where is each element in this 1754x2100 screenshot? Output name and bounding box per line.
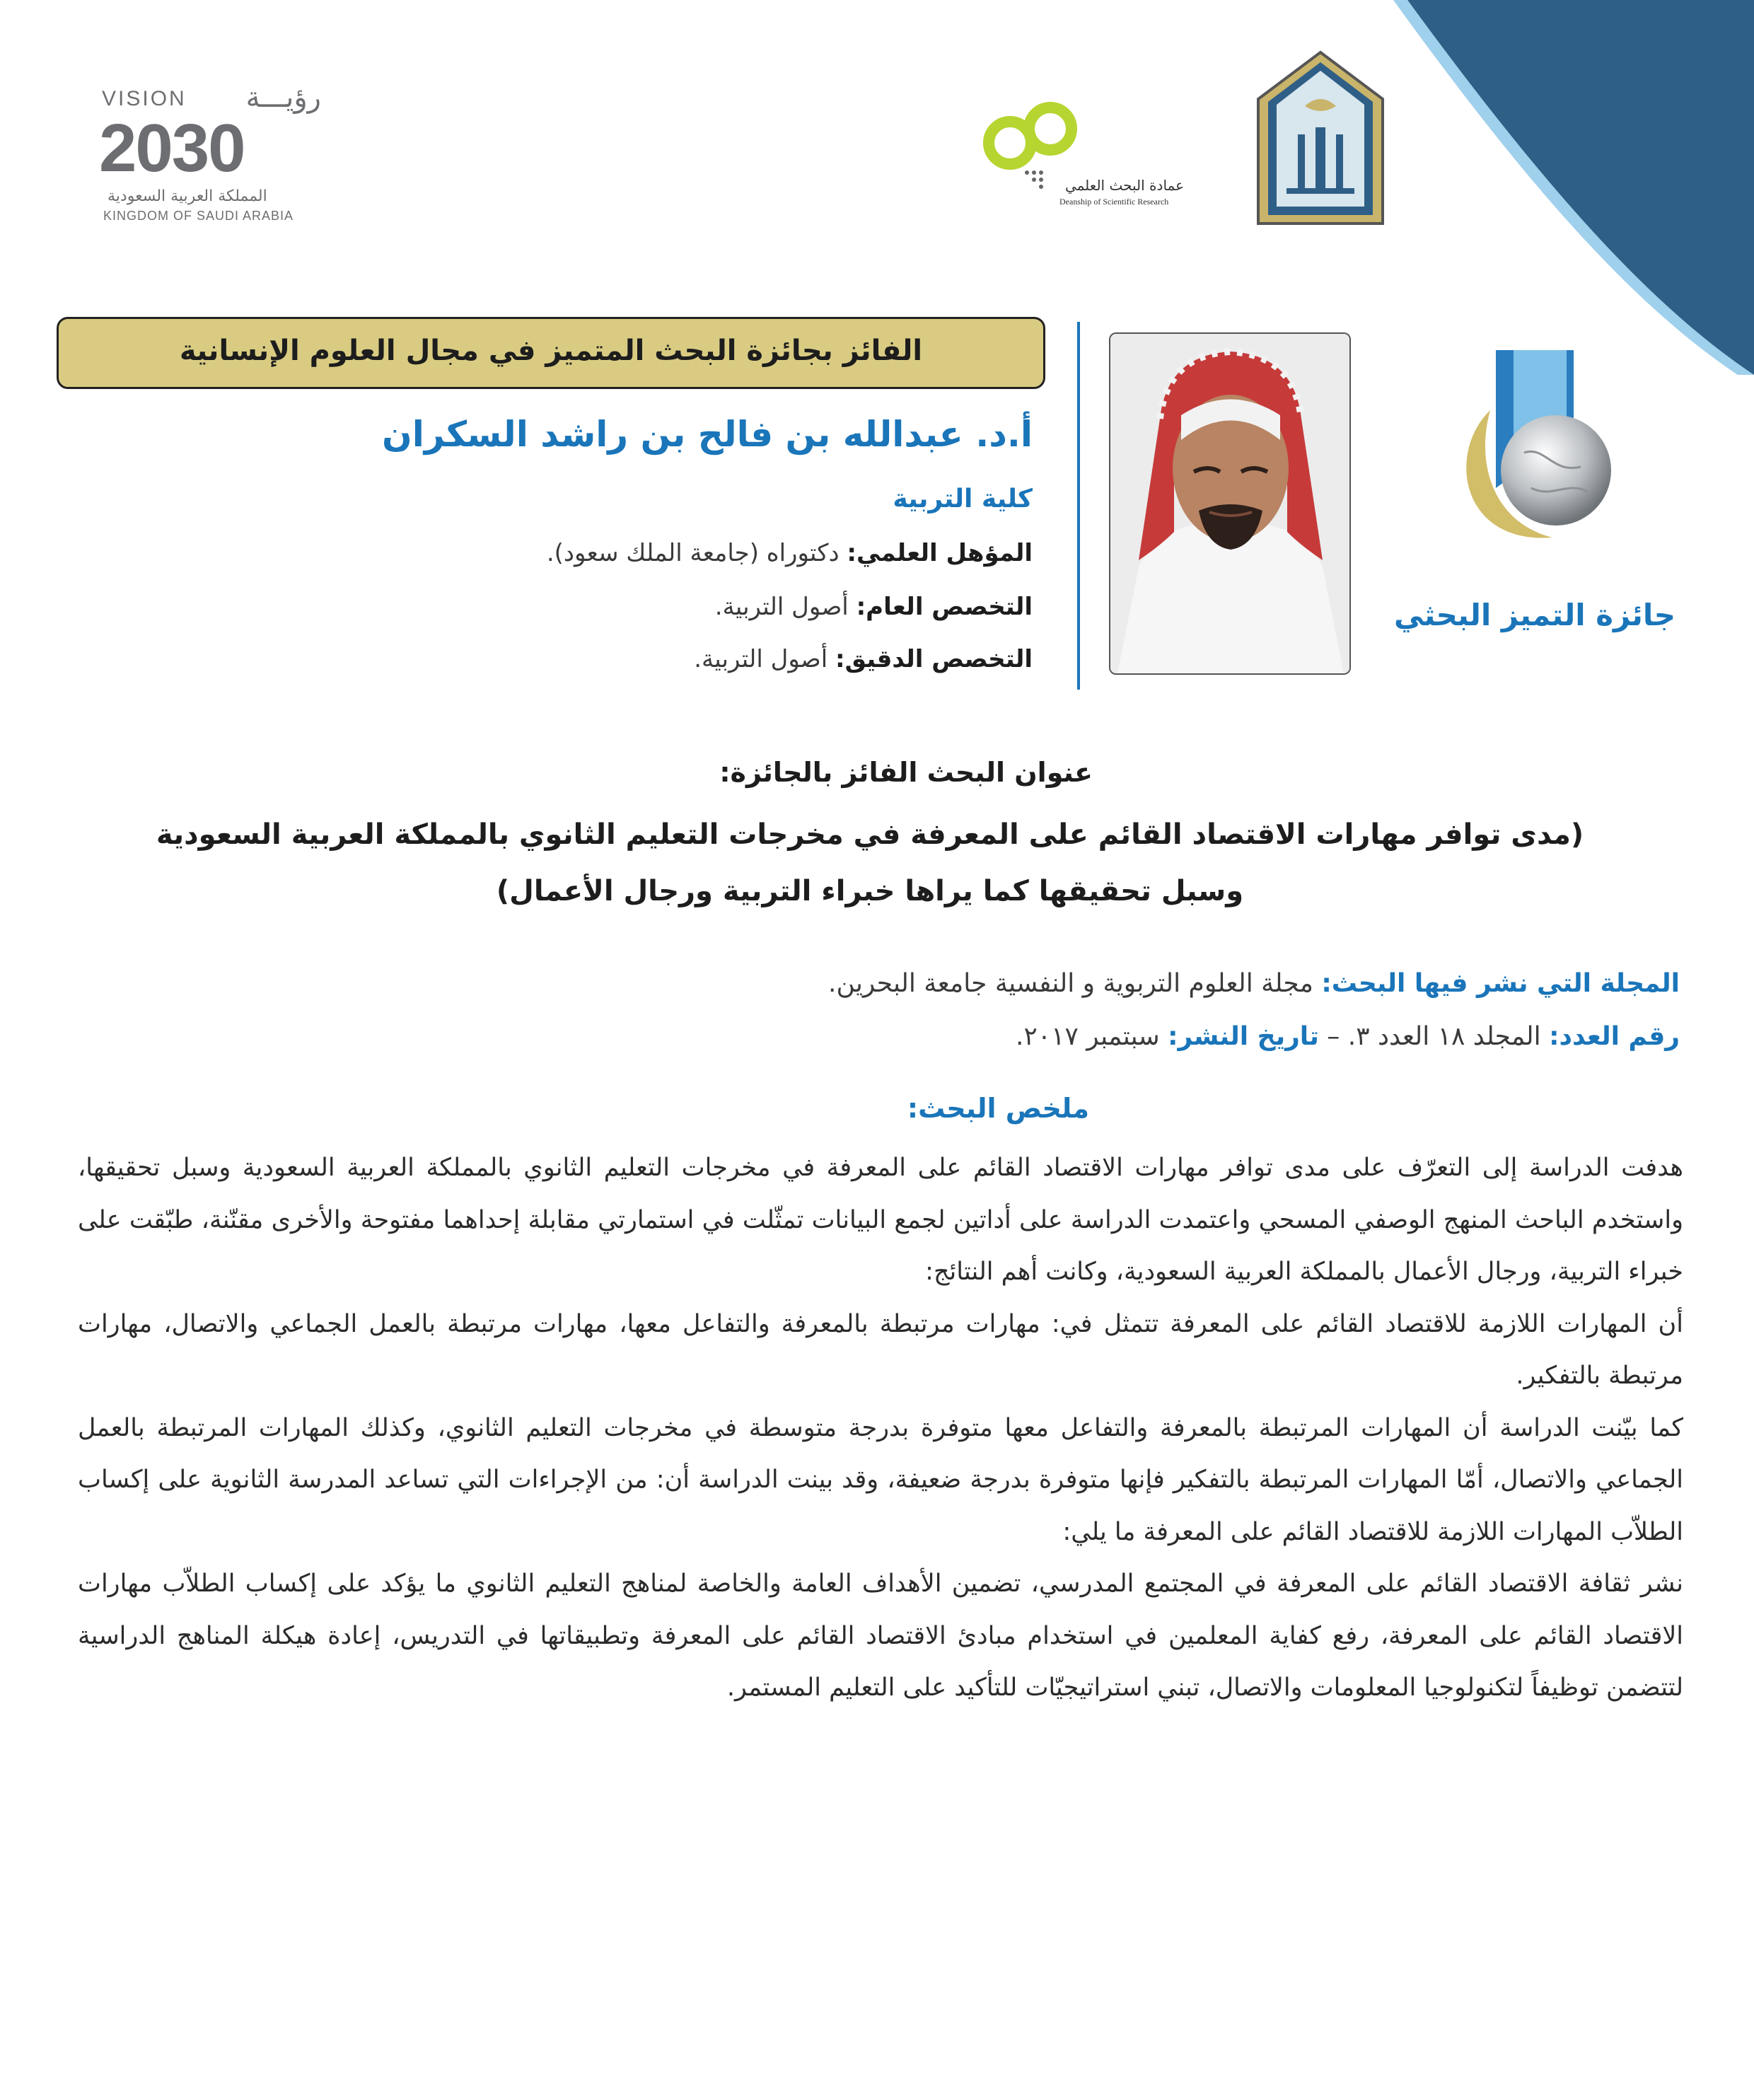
qualification-row [354, 539, 1033, 567]
qualification-label: المؤهل العلمي: [847, 539, 1033, 567]
vision-number: 2030 [99, 110, 245, 186]
journal-label: المجلة التي نشر فيها البحث: [1321, 969, 1680, 998]
general-specialty-label: التخصص العام: [856, 593, 1033, 621]
abstract-paragraph: كما بيّنت الدراسة أن المهارات المرتبطة بالمعرفة والتفاعل معها متوفرة بدرجة متوسطة في مخرجات التعليم الثانوي، وكذلك المهارات المرتبطة بالعمل الجماعي والاتصال، أمّا المهارات المرتبطة بالتفكير فإنها متوفرة بدرجة ضعيفة، وقد بينت الدراسة أن: من الإجراءات التي تساعد المدرسة الثانوية على إكساب الطلاّب المهارات اللازمة للاقتصاد القائم على المعرفة ما يلي: [78, 1413, 1683, 1546]
general-specialty-row [354, 593, 1033, 621]
abstract-paragraph: نشر ثقافة الاقتصاد القائم على المعرفة في المجتمع المدرسي، تضمين الأهداف العامة والخاصة لمناهج التعليم الثانوي ما يؤكد على إكساب الطلاّب مهارات الاقتصاد القائم على المعرفة، رفع كفاية المعلمين في استخدام مبادئ الاقتصاد القائم على المعرفة وتطبيقاتها في التدريس، إعادة هيكلة المناهج الدراسية لتتضمن توظيفاً لتكنولوجيا المعلومات والاتصال، تبني استراتيجيّات للتأكيد على التعليم المستمر. [78, 1570, 1683, 1702]
publish-date-label: تاريخ النشر: [1168, 1022, 1319, 1051]
publish-date-value: سبتمبر ٢٠١٧. [1015, 1022, 1168, 1051]
vision-2030-logo [99, 81, 325, 230]
journal-row [85, 969, 1680, 998]
specific-specialty-value: أصول التربية. [694, 645, 836, 673]
research-title: (مدى توافر مهارات الاقتصاد القائم على المعرفة في مخرجات التعليم الثانوي بالمملكة العربية السعودية وسبل تحقيقها كما يراها خبراء التربية ورجال الأعمال) [156, 818, 1584, 907]
research-title-label: عنوان البحث الفائز بالجائزة: [719, 757, 1093, 788]
abstract-label: ملخص البحث: [907, 1093, 1089, 1124]
qualification-value: دكتوراه (جامعة الملك سعود). [546, 539, 847, 567]
award-banner [57, 317, 1045, 389]
issue-value: المجلد ١٨ العدد ٣. – [1318, 1022, 1550, 1051]
general-specialty-value: أصول التربية. [714, 593, 856, 621]
abstract-paragraph: أن المهارات اللازمة للاقتصاد القائم على المعرفة تتمثل في: مهارات مرتبطة بالمعرفة والتفاعل معها، مهارات مرتبطة بالعمل الجماعي والاتصال، مهارات مرتبطة بالتفكير. [78, 1309, 1683, 1390]
vision-kingdom-ar: المملكة العربية السعودية [108, 187, 267, 205]
specific-specialty-row [354, 645, 1033, 673]
recipient-name: أ.د. عبدالله بن فالح بن راشد السكران [382, 414, 1033, 455]
specific-specialty-label: التخصص الدقيق: [835, 645, 1033, 673]
abstract-body [78, 1142, 1683, 1715]
vision-kingdom-en: KINGDOM OF SAUDI ARABIA [103, 209, 294, 223]
deanship-name-en: Deanship of Scientific Research [1059, 197, 1169, 207]
issue-label: رقم العدد: [1549, 1022, 1680, 1051]
university-crest-icon [1255, 50, 1386, 226]
award-banner-text: الفائز بجائزة البحث المتميز في مجال العلوم الإنسانية [179, 335, 923, 367]
vision-label-ar: رؤيـــة [245, 81, 321, 114]
recipient-portrait-icon [1110, 334, 1349, 673]
issue-row [85, 1022, 1680, 1051]
vertical-separator [1077, 322, 1080, 690]
vision-label-en: VISION [102, 87, 187, 110]
journal-value: مجلة العلوم التربوية و النفسية جامعة البحرين. [828, 969, 1322, 998]
award-name: جائزة التميز البحثي [1394, 598, 1675, 632]
deanship-name-ar: عمادة البحث العلمي [1064, 177, 1185, 194]
recipient-photo [1109, 332, 1351, 675]
abstract-paragraph: هدفت الدراسة إلى التعرّف على مدى توافر مهارات الاقتصاد القائم على المعرفة في مخرجات التعليم الثانوي بالمملكة العربية السعودية وسبل تحقيقها، واستخدم الباحث المنهج الوصفي المسحي واعتمدت الدراسة على أداتين لجمع البيانات تمثّلت في استمارتي مقابلة إحداهما مفتوحة والأخرى مقنّنة، طبّقت على خبراء التربية، ورجال الأعمال بالمملكة العربية السعودية، وكانت أهم النتائج: [78, 1154, 1683, 1286]
corner-decoration [1379, 0, 1754, 375]
recipient-college: كلية التربية [893, 485, 1033, 514]
research-award-logo-icon [1446, 347, 1630, 573]
deanship-logo [976, 99, 1202, 212]
